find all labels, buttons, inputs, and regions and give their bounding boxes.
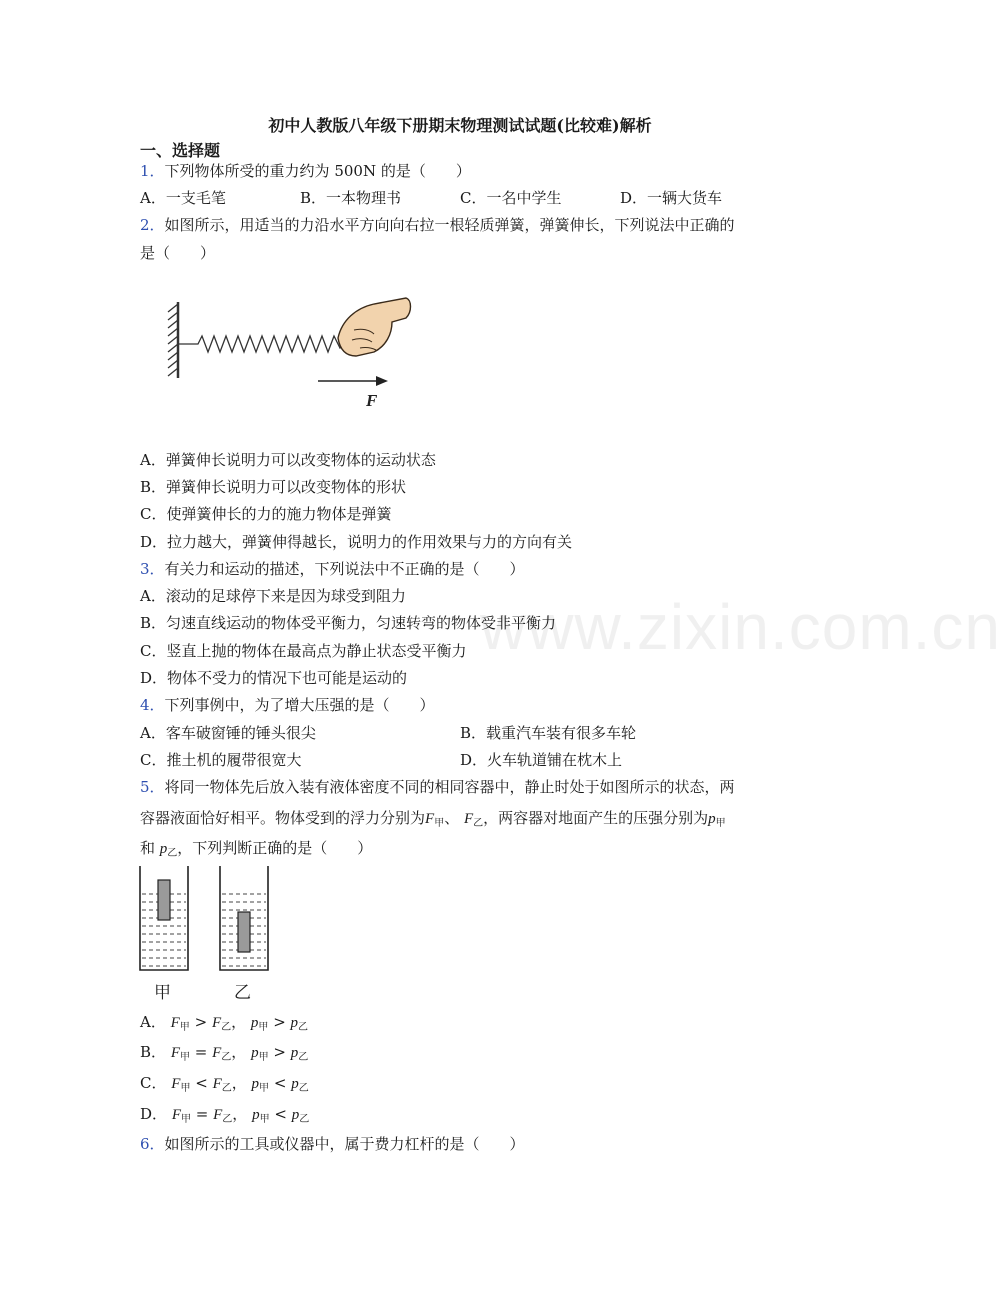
watermark: www.zixin.com.cn [480, 591, 1001, 663]
text-part: 容器液面恰好相平。物体受到的浮力分别为 [140, 809, 426, 827]
question-5-stem-cont2 [140, 838, 372, 864]
question-text: 下列物体所受的重力约为 500N 的是（ ） [164, 162, 471, 180]
page-title: 初中人教版八年级下册期末物理测试试题(比较难)解析 [268, 116, 652, 135]
question-4-stem [140, 695, 435, 715]
q1-option-c: C．一名中学生 [460, 189, 562, 207]
q4-option-a: A．客车破窗锤的锤头很尖 [140, 724, 316, 742]
q3-option-c: C．竖直上抛的物体在最高点为静止状态受平衡力 [140, 642, 467, 660]
q1-option-b: B．一本物理书 [300, 189, 402, 207]
question-number: 2． [140, 216, 165, 234]
text-part: ，下列判断正确的是（ ） [177, 839, 373, 857]
p-yi-symbol: $p_乙$ [159, 841, 178, 859]
question-text: 下列事例中，为了增大压强的是（ ） [164, 696, 435, 714]
question-text: 如图所示的工具或仪器中，属于费力杠杆的是（ ） [164, 1135, 525, 1153]
q5-option-c: C． $F_甲 < F_乙$， $p_甲 < p_乙$ [140, 1074, 309, 1094]
q2-option-d: D．拉力越大，弹簧伸得越长，说明力的作用效果与力的方向有关 [140, 533, 573, 551]
q4-option-d: D．火车轨道铺在枕木上 [460, 751, 623, 769]
q5-option-b: B． $F_甲 = F_乙$， $p_甲 > p_乙$ [140, 1043, 309, 1063]
question-6-stem [140, 1134, 525, 1154]
q3-option-b: B．匀速直线运动的物体受平衡力，匀速转弯的物体受非平衡力 [140, 614, 557, 632]
container-label-yi: 乙 [234, 983, 251, 1003]
q3-option-a: A．滚动的足球停下来是因为球受到阻力 [140, 587, 406, 605]
text-part: 、 [444, 809, 460, 827]
question-number: 3． [140, 560, 165, 578]
question-number: 5． [140, 778, 165, 796]
f-yi-symbol: $F_乙$ [463, 811, 484, 829]
f-jia-symbol: $F_甲$ [425, 811, 445, 829]
text-part: 和 [140, 839, 156, 857]
question-5-stem [140, 777, 735, 797]
p-jia-symbol: $p_甲$ [708, 811, 726, 829]
text-part: ，两容器对地面产生的压强分别为 [483, 809, 709, 827]
question-3-stem [140, 559, 525, 579]
q2-option-c: C．使弹簧伸长的力的施力物体是弹簧 [140, 505, 392, 523]
container-label-jia: 甲 [154, 983, 171, 1003]
containers-figure [138, 864, 278, 1004]
spring-figure [160, 290, 420, 420]
q1-option-a: A．一支毛笔 [140, 189, 226, 207]
question-1-stem [140, 161, 471, 181]
q5-option-d: D． $F_甲 = F_乙$， $p_甲 < p_乙$ [140, 1105, 310, 1125]
section-heading: 一、选择题 [140, 141, 221, 160]
q5-option-a: A． $F_甲 > F_乙$， $p_甲 > p_乙$ [140, 1013, 309, 1033]
question-number: 4． [140, 696, 165, 714]
question-text: 如图所示，用适当的力沿水平方向向右拉一根轻质弹簧，弹簧伸长，下列说法中正确的 [164, 216, 735, 234]
question-2-stem-cont: 是（ ） [140, 244, 216, 262]
q1-option-d: D．一辆大货车 [620, 189, 723, 207]
q2-option-b: B．弹簧伸长说明力可以改变物体的形状 [140, 478, 407, 496]
q4-option-c: C．推土机的履带很宽大 [140, 751, 302, 769]
question-5-stem-cont [140, 808, 726, 834]
question-number: 1． [140, 162, 165, 180]
q2-option-a: A．弹簧伸长说明力可以改变物体的运动状态 [140, 451, 436, 469]
q3-option-d: D．物体不受力的情况下也可能是运动的 [140, 669, 408, 687]
question-2-stem [140, 215, 735, 235]
question-number: 6． [140, 1135, 165, 1153]
q4-option-b: B．载重汽车装有很多车轮 [460, 724, 637, 742]
question-text: 有关力和运动的描述，下列说法中不正确的是（ ） [164, 560, 525, 578]
force-label: F [366, 391, 378, 410]
question-text: 将同一物体先后放入装有液体密度不同的相同容器中，静止时处于如图所示的状态，两 [164, 778, 735, 796]
